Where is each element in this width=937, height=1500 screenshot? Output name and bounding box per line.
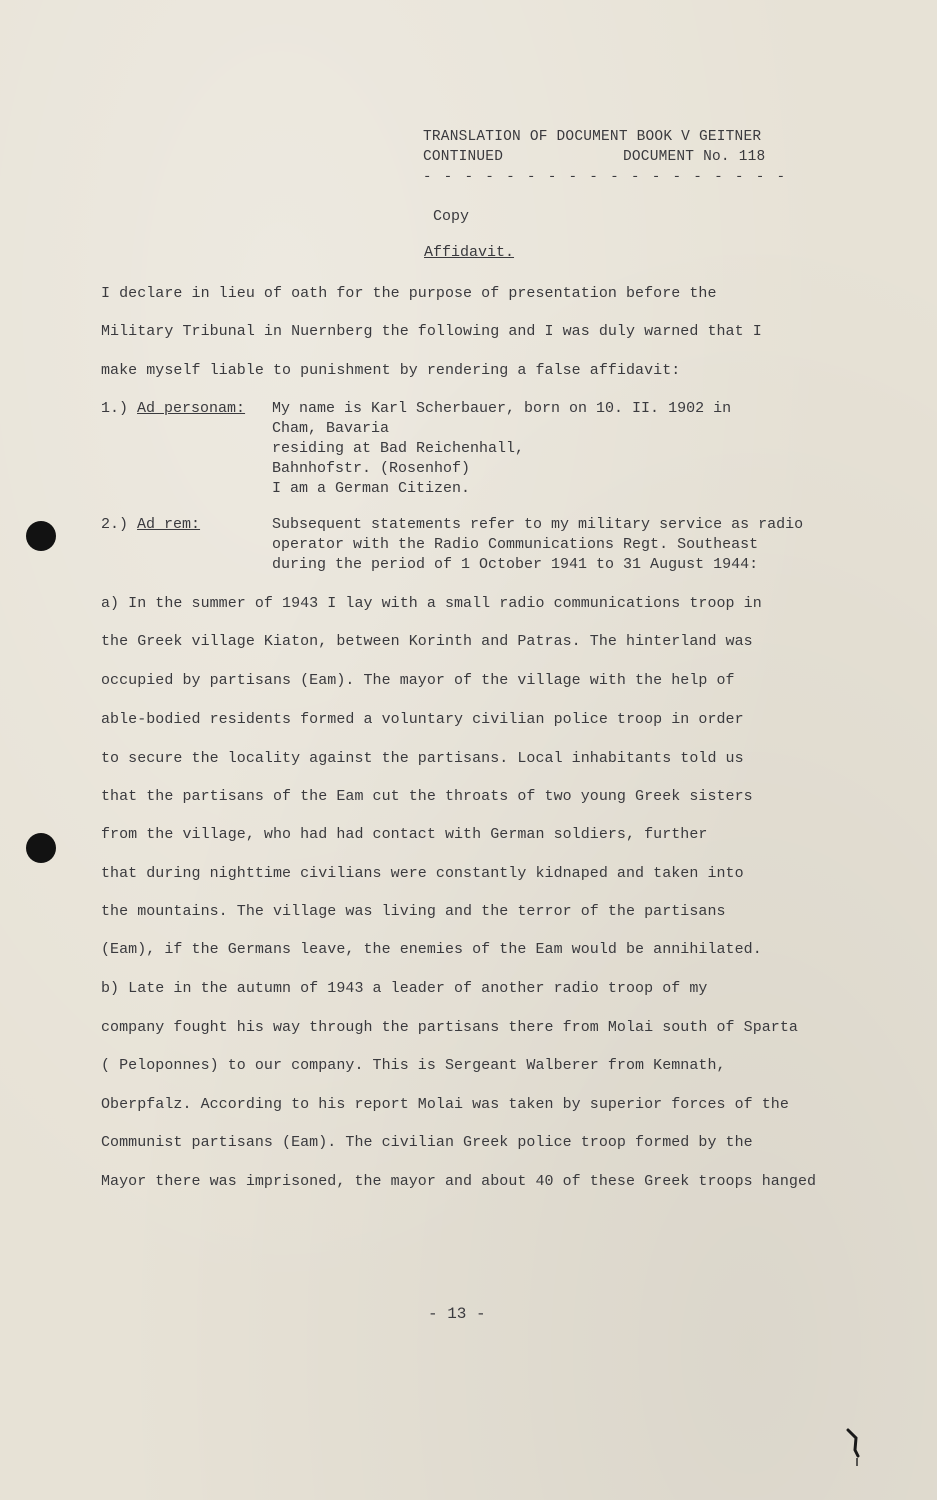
body-line-10: (Eam), if the Germans leave, the enemies of the Eam would be annihilated.	[101, 941, 762, 958]
section-2-label: Ad rem:	[137, 516, 201, 533]
body-line-4: able-bodied residents formed a voluntary civilian police troop in order	[101, 711, 744, 728]
body-line-5: to secure the locality against the partisans. Local inhabitants told us	[101, 750, 744, 767]
section-2-number: 2.)	[101, 516, 129, 533]
body-line-16: Mayor there was imprisoned, the mayor and about 40 of these Greek troops hanged	[101, 1173, 817, 1190]
body-line-9: the mountains. The village was living and the terror of the partisans	[101, 903, 726, 920]
section-1-number: 1.)	[101, 400, 129, 417]
corner-pen-mark	[846, 1428, 860, 1468]
body-line-1: a) In the summer of 1943 I lay with a small radio communications troop in	[101, 595, 762, 612]
punch-hole-upper	[26, 521, 56, 551]
section-1-line-5: I am a German Citizen.	[272, 480, 471, 497]
intro-line-1: I declare in lieu of oath for the purpose of presentation before the	[101, 285, 717, 302]
body-line-13: ( Peloponnes) to our company. This is Sergeant Walberer from Kemnath,	[101, 1057, 726, 1074]
header-continued: CONTINUED	[423, 149, 504, 165]
section-1-line-1: My name is Karl Scherbauer, born on 10. II. 1902 in	[272, 400, 732, 417]
body-line-8: that during nighttime civilians were constantly kidnaped and taken into	[101, 865, 744, 882]
intro-line-2: Military Tribunal in Nuernberg the following and I was duly warned that I	[101, 323, 762, 340]
section-1-label: Ad personam:	[137, 400, 246, 417]
body-line-12: company fought his way through the partisans there from Molai south of Sparta	[101, 1019, 798, 1036]
body-line-11: b) Late in the autumn of 1943 a leader of another radio troop of my	[101, 980, 708, 997]
section-1-line-2: Cham, Bavaria	[272, 420, 390, 437]
section-2-line-1: Subsequent statements refer to my military service as radio	[272, 516, 804, 533]
punch-hole-lower	[26, 833, 56, 863]
header-dash-rule: - - - - - - - - - - - - - - - - - -	[423, 169, 788, 185]
body-line-3: occupied by partisans (Eam). The mayor of the village with the help of	[101, 672, 735, 689]
section-2-line-3: during the period of 1 October 1941 to 31 August 1944:	[272, 556, 759, 573]
document-title: Affidavit.	[424, 244, 515, 261]
section-1-line-3: residing at Bad Reichenhall,	[272, 440, 525, 457]
section-1-heading	[101, 400, 245, 417]
body-line-7: from the village, who had had contact with German soldiers, further	[101, 826, 708, 843]
body-line-2: the Greek village Kiaton, between Korinth and Patras. The hinterland was	[101, 633, 753, 650]
body-line-15: Communist partisans (Eam). The civilian Greek police troop formed by the	[101, 1134, 753, 1151]
section-1-line-4: Bahnhofstr. (Rosenhof)	[272, 460, 471, 477]
intro-line-3: make myself liable to punishment by rendering a false affidavit:	[101, 362, 681, 379]
body-line-14: Oberpfalz. According to his report Molai was taken by superior forces of the	[101, 1096, 789, 1113]
header-doc-number: DOCUMENT No. 118	[623, 149, 766, 165]
page-number: - 13 -	[428, 1305, 486, 1323]
section-2-heading	[101, 516, 200, 533]
section-2-line-2: operator with the Radio Communications Regt. Southeast	[272, 536, 759, 553]
header-title: TRANSLATION OF DOCUMENT BOOK V GEITNER	[423, 129, 762, 145]
body-line-6: that the partisans of the Eam cut the throats of two young Greek sisters	[101, 788, 753, 805]
copy-label: Copy	[433, 208, 470, 225]
